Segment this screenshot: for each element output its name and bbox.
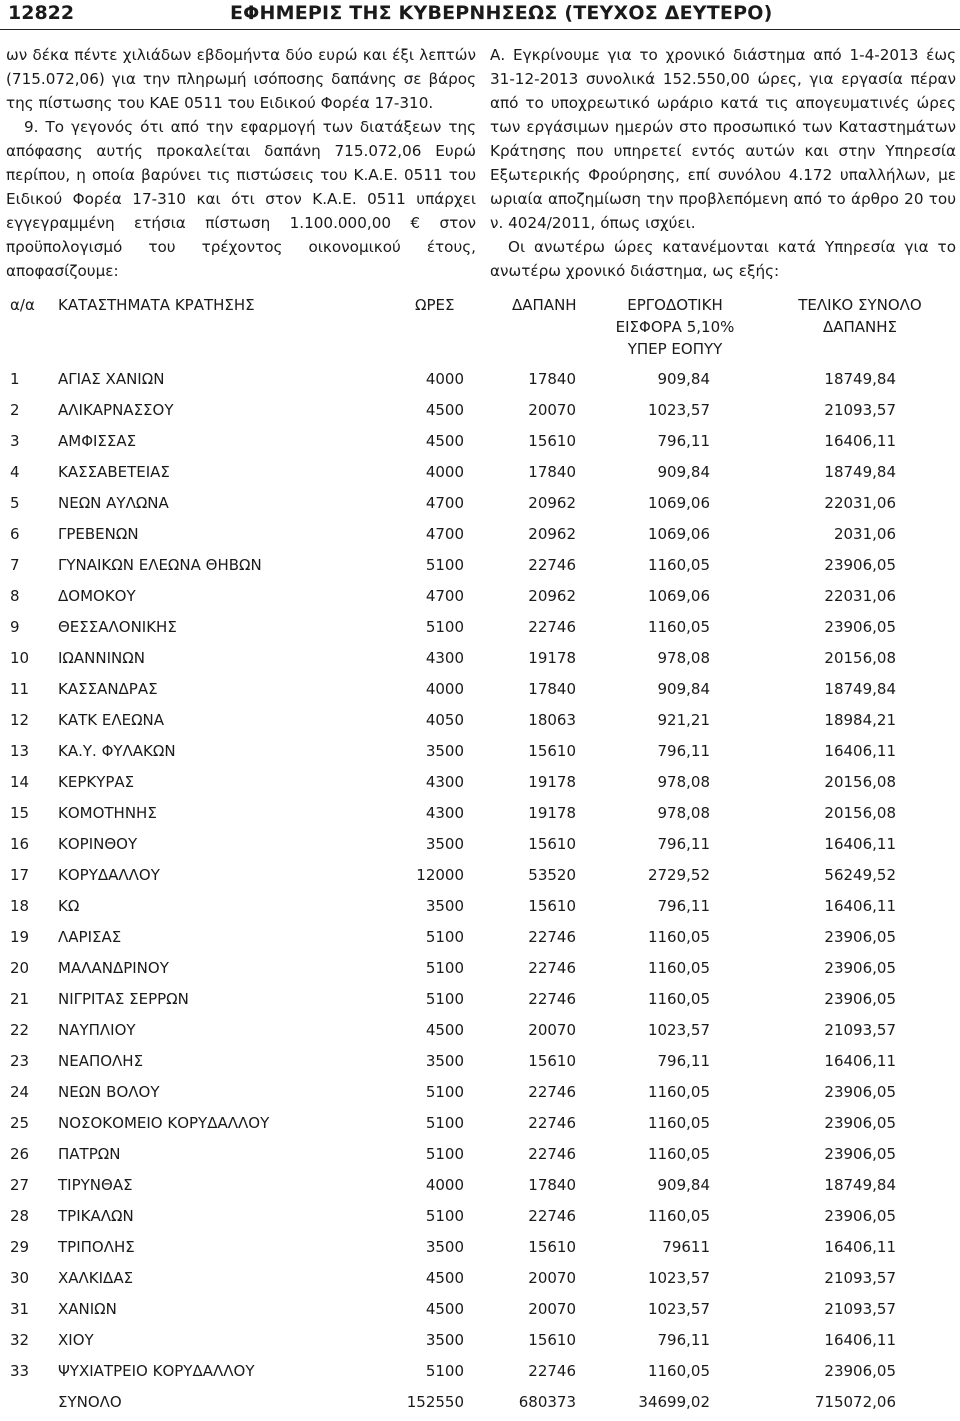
- gazette-title: ΕΦΗΜΕΡΙΣ ΤΗΣ ΚΥΒΕΡΝΗΣΕΩΣ (ΤΕΥΧΟΣ ΔΕΥΤΕΡΟ): [230, 2, 773, 24]
- cell-hours: 4000: [425, 1176, 464, 1194]
- cell-total: 18749,84: [824, 463, 896, 481]
- cell-cost: 17840: [528, 370, 576, 388]
- cell-contribution: 1160,05: [647, 556, 710, 574]
- cell-hours: 3500: [425, 1331, 464, 1349]
- cell-hours: 5100: [425, 1362, 464, 1380]
- cell-cost: 53520: [528, 866, 576, 884]
- cell-contribution: 1160,05: [647, 1145, 710, 1163]
- cell-store-name: ΝΕΑΠΟΛΗΣ: [58, 1052, 144, 1070]
- cell-cost: 22746: [528, 928, 576, 946]
- cell-store-name: ΑΜΦΙΣΣΑΣ: [58, 432, 137, 450]
- cell-contribution: 1160,05: [647, 1207, 710, 1225]
- cell-num: 2: [10, 401, 20, 419]
- cell-num: 11: [10, 680, 30, 698]
- table-row: [0, 1232, 960, 1263]
- cell-store-name: ΝΕΩΝ ΒΟΛΟΥ: [58, 1083, 160, 1101]
- cell-hours: 5100: [425, 556, 464, 574]
- cell-cost: 20070: [528, 1300, 576, 1318]
- table-row: [0, 1356, 960, 1387]
- header-total-line-1: ΤΕΛΙΚΟ ΣΥΝΟΛΟ: [798, 296, 922, 314]
- cell-num: 8: [10, 587, 20, 605]
- cell-total: 22031,06: [824, 587, 896, 605]
- hours-table: [0, 294, 960, 1418]
- cell-contribution: 796,11: [657, 1331, 710, 1349]
- cell-store-name: ΛΑΡΙΣΑΣ: [58, 928, 122, 946]
- cell-total: 20156,08: [824, 773, 896, 791]
- cell-num: 18: [10, 897, 30, 915]
- cell-store-name: ΑΛΙΚΑΡΝΑΣΣΟΥ: [58, 401, 174, 419]
- cell-num: 10: [10, 649, 30, 667]
- cell-store-name: ΚΑΣΣΑΒΕΤΕΙΑΣ: [58, 463, 170, 481]
- cell-total: 16406,11: [824, 1331, 896, 1349]
- cell-store-name: ΜΑΛΑΝΔΡΙΝΟΥ: [58, 959, 169, 977]
- cell-cost: 17840: [528, 463, 576, 481]
- cell-cost: 22746: [528, 1207, 576, 1225]
- cell-hours: 4700: [425, 494, 464, 512]
- cell-hours: 5100: [425, 959, 464, 977]
- right-column: [490, 43, 956, 283]
- header-total: [765, 294, 955, 338]
- cell-num: 22: [10, 1021, 30, 1039]
- table-row: [0, 488, 960, 519]
- cell-num: 30: [10, 1269, 30, 1287]
- cell-cost: 20070: [528, 401, 576, 419]
- cell-num: 33: [10, 1362, 30, 1380]
- cell-cost: 18063: [528, 711, 576, 729]
- cell-num: 17: [10, 866, 30, 884]
- cell-contribution: 1023,57: [647, 1269, 710, 1287]
- cell-num: 1: [10, 370, 20, 388]
- cell-num: 6: [10, 525, 20, 543]
- cell-contribution: 796,11: [657, 835, 710, 853]
- cell-num: 20: [10, 959, 30, 977]
- cell-store-name: ΚΑΤΚ ΕΛΕΩΝΑ: [58, 711, 165, 729]
- table-header: [0, 294, 960, 364]
- cell-store-name: ΚΑΣΣΑΝΔΡΑΣ: [58, 680, 158, 698]
- table-row: [0, 736, 960, 767]
- table-row: [0, 612, 960, 643]
- left-paragraph-2: 9. Το γεγονός ότι από την εφαρμογή των διατάξεων της απόφασης αυτής προκαλείται δαπάνη 715.072,06 Ευρώ περίπου, η οποία βαρύνει τις πιστώσεις του Κ.Α.Ε. 0511 του Ειδικού Φορέα 17-310 και ότι στον Κ.Α.Ε. 0511 υπάρχει εγγεγραμμένη ετήσια πίστωση 1.100.000,00 € στον προϋπολογισμό του τρέχοντος οικονομικού έτους, αποφασίζουμε:: [6, 118, 476, 280]
- cell-num: 19: [10, 928, 30, 946]
- cell-store-name: ΝΑΥΠΛΙΟΥ: [58, 1021, 136, 1039]
- table-row: [0, 550, 960, 581]
- cell-store-name: ΚΕΡΚΥΡΑΣ: [58, 773, 135, 791]
- table-row: [0, 519, 960, 550]
- table-row: [0, 1170, 960, 1201]
- table-row: [0, 426, 960, 457]
- cell-store-name: ΧΑΝΙΩΝ: [58, 1300, 117, 1318]
- cell-total: 23906,05: [824, 1145, 896, 1163]
- cell-hours: 4300: [425, 649, 464, 667]
- cell-store-name: ΧΑΛΚΙΔΑΣ: [58, 1269, 134, 1287]
- table-row: [0, 1139, 960, 1170]
- table-row: [0, 457, 960, 488]
- cell-total: 23906,05: [824, 1083, 896, 1101]
- cell-cost: 15610: [528, 742, 576, 760]
- cell-total: 21093,57: [824, 401, 896, 419]
- table-body: [0, 364, 960, 1418]
- table-row: [0, 581, 960, 612]
- cell-cost: 15610: [528, 1331, 576, 1349]
- table-row: [0, 705, 960, 736]
- cell-contribution: 2729,52: [647, 866, 710, 884]
- cell-total: 21093,57: [824, 1300, 896, 1318]
- header-total-line-2: ΔΑΠΑΝΗΣ: [822, 318, 898, 336]
- cell-contribution: 34699,02: [638, 1393, 710, 1411]
- cell-store-name: ΤΙΡΥΝΘΑΣ: [58, 1176, 133, 1194]
- cell-hours: 5100: [425, 1114, 464, 1132]
- cell-hours: 5100: [425, 990, 464, 1008]
- cell-num: 16: [10, 835, 30, 853]
- table-row: [0, 891, 960, 922]
- cell-cost: 22746: [528, 1362, 576, 1380]
- cell-cost: 22746: [528, 959, 576, 977]
- cell-contribution: 978,08: [657, 649, 710, 667]
- cell-contribution: 978,08: [657, 773, 710, 791]
- cell-contribution: 909,84: [657, 1176, 710, 1194]
- cell-num: 13: [10, 742, 30, 760]
- cell-store-name: ΨΥΧΙΑΤΡΕΙΟ ΚΟΡΥΔΑΛΛΟΥ: [58, 1362, 255, 1380]
- table-row: [0, 922, 960, 953]
- cell-total: 23906,05: [824, 1114, 896, 1132]
- cell-hours: 4000: [425, 463, 464, 481]
- cell-hours: 3500: [425, 1238, 464, 1256]
- header-contribution-line-1: ΕΡΓΟΔΟΤΙΚΗ: [627, 296, 723, 314]
- cell-total: 715072,06: [814, 1393, 896, 1411]
- cell-store-name: ΧΙΟΥ: [58, 1331, 94, 1349]
- cell-store-name: ΚΩ: [58, 897, 80, 915]
- cell-cost: 22746: [528, 1083, 576, 1101]
- cell-cost: 20962: [528, 587, 576, 605]
- cell-cost: 20962: [528, 525, 576, 543]
- table-row: [0, 1263, 960, 1294]
- cell-contribution: 1069,06: [647, 587, 710, 605]
- cell-total: 21093,57: [824, 1021, 896, 1039]
- cell-cost: 15610: [528, 1238, 576, 1256]
- cell-total: 18749,84: [824, 370, 896, 388]
- cell-cost: 19178: [528, 804, 576, 822]
- header-hours: ΩΡΕΣ: [415, 296, 455, 314]
- cell-contribution: 921,21: [657, 711, 710, 729]
- cell-contribution: 1069,06: [647, 494, 710, 512]
- cell-store-name: ΓΥΝΑΙΚΩΝ ΕΛΕΩΝΑ ΘΗΒΩΝ: [58, 556, 262, 574]
- cell-hours: 4500: [425, 401, 464, 419]
- header-contribution: [600, 294, 750, 360]
- cell-store-name: ΝΟΣΟΚΟΜΕΙΟ ΚΟΡΥΔΑΛΛΟΥ: [58, 1114, 270, 1132]
- cell-total: 23906,05: [824, 959, 896, 977]
- cell-cost: 17840: [528, 1176, 576, 1194]
- cell-total: 16406,11: [824, 897, 896, 915]
- cell-store-name: ΚΟΡΥΔΑΛΛΟΥ: [58, 866, 160, 884]
- cell-store-name: ΝΙΓΡΙΤΑΣ ΣΕΡΡΩΝ: [58, 990, 189, 1008]
- cell-cost: 680373: [518, 1393, 576, 1411]
- cell-num: 32: [10, 1331, 30, 1349]
- cell-store-name: ΓΡΕΒΕΝΩΝ: [58, 525, 139, 543]
- header-store: ΚΑΤΑΣΤΗΜΑΤΑ ΚΡΑΤΗΣΗΣ: [58, 296, 255, 314]
- cell-contribution: 1160,05: [647, 618, 710, 636]
- cell-total: 16406,11: [824, 742, 896, 760]
- cell-contribution: 1160,05: [647, 959, 710, 977]
- cell-hours: 4000: [425, 680, 464, 698]
- cell-num: 5: [10, 494, 20, 512]
- right-paragraph-2: Οι ανωτέρω ώρες κατανέμονται κατά Υπηρεσία για το ανωτέρω χρονικό διάστημα, ως εξής:: [490, 238, 956, 280]
- cell-store-name: ΙΩΑΝΝΙΝΩΝ: [58, 649, 145, 667]
- cell-hours: 4300: [425, 804, 464, 822]
- cell-cost: 15610: [528, 432, 576, 450]
- table-row: [0, 860, 960, 891]
- cell-hours: 4500: [425, 1269, 464, 1287]
- cell-cost: 20070: [528, 1021, 576, 1039]
- cell-total: 23906,05: [824, 1362, 896, 1380]
- cell-store-name: ΤΡΙΚΑΛΩΝ: [58, 1207, 134, 1225]
- cell-total: 22031,06: [824, 494, 896, 512]
- cell-store-name: ΚΑ.Υ. ΦΥΛΑΚΩΝ: [58, 742, 176, 760]
- cell-hours: 4000: [425, 370, 464, 388]
- cell-cost: 22746: [528, 990, 576, 1008]
- cell-contribution: 978,08: [657, 804, 710, 822]
- cell-contribution: 796,11: [657, 432, 710, 450]
- cell-num: 24: [10, 1083, 30, 1101]
- cell-total: 2031,06: [833, 525, 896, 543]
- cell-contribution: 1069,06: [647, 525, 710, 543]
- cell-contribution: 796,11: [657, 742, 710, 760]
- cell-hours: 5100: [425, 1083, 464, 1101]
- cell-total: 23906,05: [824, 556, 896, 574]
- cell-store-name: ΑΓΙΑΣ ΧΑΝΙΩΝ: [58, 370, 165, 388]
- table-row: [0, 643, 960, 674]
- cell-num: 25: [10, 1114, 30, 1132]
- cell-contribution: 909,84: [657, 463, 710, 481]
- cell-hours: 152550: [406, 1393, 464, 1411]
- cell-cost: 17840: [528, 680, 576, 698]
- cell-store-name: ΚΟΡΙΝΘΟΥ: [58, 835, 138, 853]
- cell-contribution: 796,11: [657, 897, 710, 915]
- cell-hours: 4050: [425, 711, 464, 729]
- cell-hours: 3500: [425, 1052, 464, 1070]
- cell-store-name: ΘΕΣΣΑΛΟΝΙΚΗΣ: [58, 618, 177, 636]
- cell-total: 23906,05: [824, 1207, 896, 1225]
- table-row: [0, 829, 960, 860]
- cell-num: 28: [10, 1207, 30, 1225]
- cell-num: 31: [10, 1300, 30, 1318]
- cell-total: 23906,05: [824, 990, 896, 1008]
- table-row: [0, 1077, 960, 1108]
- cell-hours: 4700: [425, 587, 464, 605]
- header-contribution-line-3: ΥΠΕΡ ΕΟΠΥΥ: [627, 340, 723, 358]
- cell-total: 18984,21: [824, 711, 896, 729]
- page-header: [0, 0, 960, 30]
- table-row: [0, 364, 960, 395]
- cell-contribution: 1160,05: [647, 1083, 710, 1101]
- cell-store-name: ΚΟΜΟΤΗΝΗΣ: [58, 804, 157, 822]
- cell-contribution: 909,84: [657, 370, 710, 388]
- cell-hours: 3500: [425, 835, 464, 853]
- table-row: [0, 984, 960, 1015]
- table-row: [0, 1325, 960, 1356]
- cell-num: 7: [10, 556, 20, 574]
- cell-cost: 22746: [528, 1145, 576, 1163]
- cell-cost: 15610: [528, 897, 576, 915]
- table-row: [0, 767, 960, 798]
- table-row: [0, 1046, 960, 1077]
- table-row: [0, 1108, 960, 1139]
- cell-contribution: 79611: [662, 1238, 710, 1256]
- cell-total: 18749,84: [824, 1176, 896, 1194]
- cell-store-name: ΝΕΩΝ ΑΥΛΩΝΑ: [58, 494, 169, 512]
- cell-hours: 5100: [425, 618, 464, 636]
- cell-store-name: ΠΑΤΡΩΝ: [58, 1145, 121, 1163]
- cell-num: 27: [10, 1176, 30, 1194]
- table-row: [0, 953, 960, 984]
- cell-contribution: 1160,05: [647, 1362, 710, 1380]
- cell-contribution: 1160,05: [647, 990, 710, 1008]
- left-column: [6, 43, 476, 283]
- cell-cost: 19178: [528, 649, 576, 667]
- cell-cost: 20070: [528, 1269, 576, 1287]
- page-number: 12822: [8, 2, 75, 24]
- cell-hours: 3500: [425, 897, 464, 915]
- cell-cost: 22746: [528, 618, 576, 636]
- cell-contribution: 796,11: [657, 1052, 710, 1070]
- table-row: [0, 674, 960, 705]
- cell-cost: 19178: [528, 773, 576, 791]
- table-row: [0, 1201, 960, 1232]
- cell-contribution: 1023,57: [647, 401, 710, 419]
- cell-num: 26: [10, 1145, 30, 1163]
- cell-contribution: 909,84: [657, 680, 710, 698]
- cell-total: 23906,05: [824, 928, 896, 946]
- cell-contribution: 1023,57: [647, 1300, 710, 1318]
- table-row: [0, 395, 960, 426]
- cell-total: 18749,84: [824, 680, 896, 698]
- cell-total: 16406,11: [824, 1238, 896, 1256]
- cell-cost: 15610: [528, 1052, 576, 1070]
- cell-cost: 20962: [528, 494, 576, 512]
- cell-total: 16406,11: [824, 835, 896, 853]
- cell-num: 9: [10, 618, 20, 636]
- cell-hours: 5100: [425, 1145, 464, 1163]
- header-cost: ΔΑΠΑΝΗ: [512, 296, 577, 314]
- cell-store-name: ΔΟΜΟΚΟΥ: [58, 587, 136, 605]
- header-contribution-line-2: ΕΙΣΦΟΡΑ 5,10%: [615, 318, 735, 336]
- cell-hours: 4700: [425, 525, 464, 543]
- header-num: α/α: [10, 296, 35, 314]
- cell-hours: 5100: [425, 1207, 464, 1225]
- right-paragraph-1: Α. Εγκρίνουμε για το χρονικό διάστημα από 1-4-2013 έως 31-12-2013 συνολικά 152.550,00 ώρες, για εργασία πέραν από το υποχρεωτικό ωράριο κατά τις απογευματινές ώρες των εργάσιμων ημερών στο προσωπικό των Καταστημάτων Κράτησης που υπηρετεί εντός αυτών και στην Υπηρεσία Εξωτερικής Φρούρησης, επί συνόλου 4.172 υπαλλήλων, με ωριαία αποζημίωση την προβλεπόμενη από το άρθρο 20 του ν. 4024/2011, όπως ισχύει.: [490, 46, 956, 232]
- cell-hours: 12000: [416, 866, 464, 884]
- cell-hours: 4500: [425, 432, 464, 450]
- cell-contribution: 1023,57: [647, 1021, 710, 1039]
- cell-contribution: 1160,05: [647, 1114, 710, 1132]
- cell-total: 20156,08: [824, 804, 896, 822]
- cell-num: 15: [10, 804, 30, 822]
- cell-num: 23: [10, 1052, 30, 1070]
- cell-total: 20156,08: [824, 649, 896, 667]
- cell-num: 4: [10, 463, 20, 481]
- table-row: [0, 1294, 960, 1325]
- cell-hours: 4500: [425, 1300, 464, 1318]
- cell-total: 16406,11: [824, 432, 896, 450]
- cell-num: 14: [10, 773, 30, 791]
- cell-cost: 22746: [528, 556, 576, 574]
- cell-contribution: 1160,05: [647, 928, 710, 946]
- cell-store-name: ΤΡΙΠΟΛΗΣ: [58, 1238, 135, 1256]
- header-rule: [0, 29, 960, 30]
- cell-hours: 5100: [425, 928, 464, 946]
- cell-hours: 4500: [425, 1021, 464, 1039]
- table-row: [0, 798, 960, 829]
- table-row: [0, 1015, 960, 1046]
- cell-cost: 22746: [528, 1114, 576, 1132]
- cell-num: 21: [10, 990, 30, 1008]
- cell-hours: 4300: [425, 773, 464, 791]
- table-total-row: [0, 1387, 960, 1418]
- cell-store-name: ΣΥΝΟΛΟ: [58, 1393, 122, 1411]
- cell-num: 3: [10, 432, 20, 450]
- cell-total: 21093,57: [824, 1269, 896, 1287]
- cell-total: 16406,11: [824, 1052, 896, 1070]
- cell-total: 23906,05: [824, 618, 896, 636]
- cell-hours: 3500: [425, 742, 464, 760]
- cell-cost: 15610: [528, 835, 576, 853]
- cell-num: 12: [10, 711, 30, 729]
- cell-total: 56249,52: [824, 866, 896, 884]
- cell-num: 29: [10, 1238, 30, 1256]
- left-paragraph-1: ων δέκα πέντε χιλιάδων εβδομήντα δύο ευρώ και έξι λεπτών (715.072,06) για την πληρωμή ισόποσης δαπάνης σε βάρος της πίστωσης του ΚΑΕ 0511 του Ειδικού Φορέα 17-310.: [6, 46, 476, 112]
